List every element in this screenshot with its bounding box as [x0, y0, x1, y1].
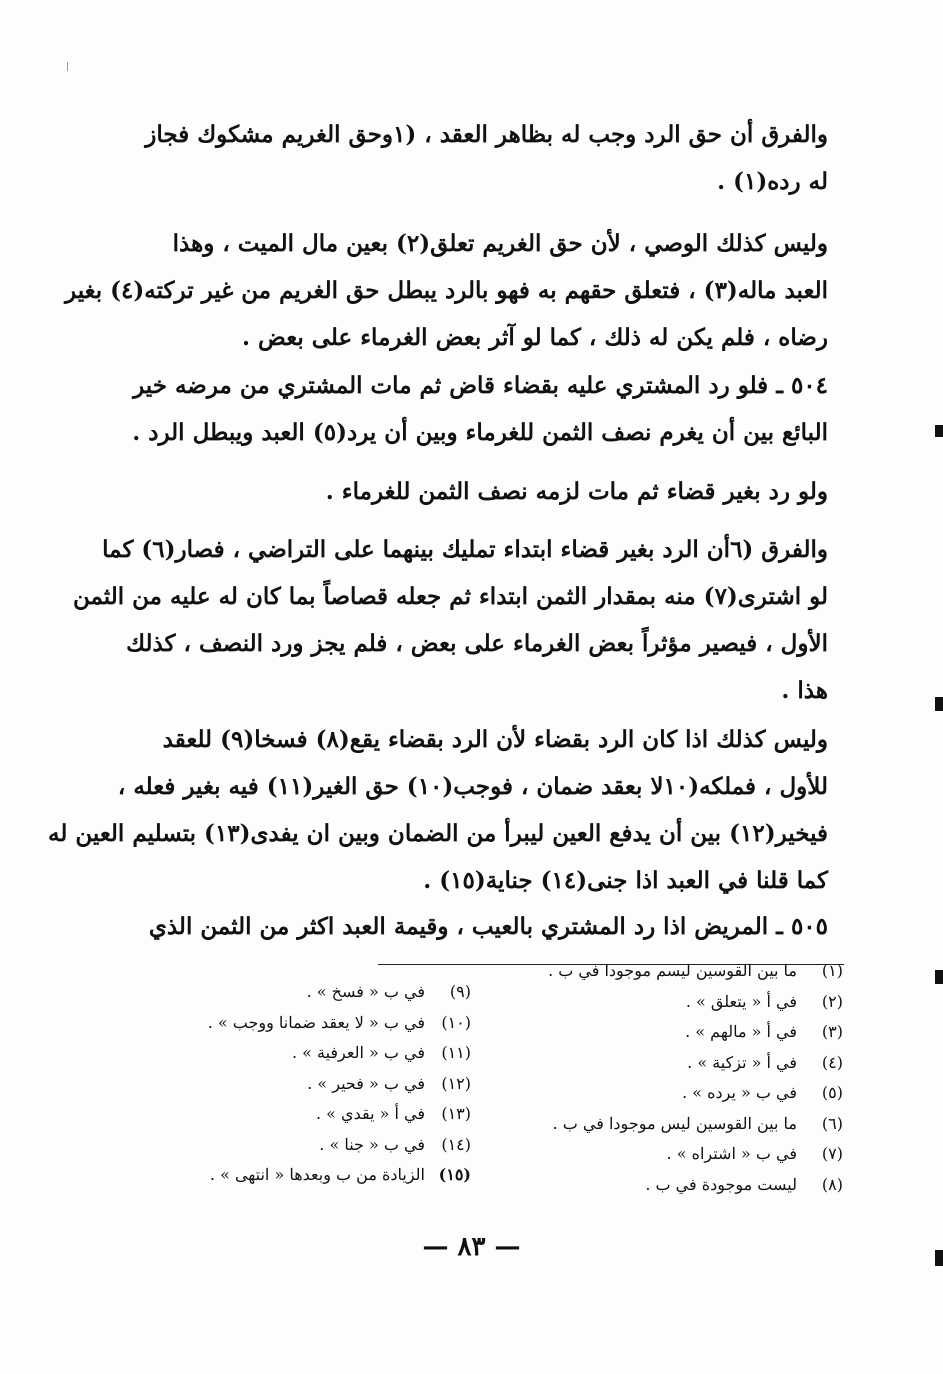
footnote-number: (١) — [821, 961, 843, 980]
edge-mark — [935, 970, 943, 984]
paragraph-1 — [138, 111, 828, 205]
paragraph-5 — [73, 526, 828, 714]
footnote-number: (١٠) — [441, 1012, 471, 1032]
text-line: له رده(١) . — [717, 168, 828, 195]
text-line: كما قلنا في العبد اذا جنى(١٤) جناية(١٥) . — [423, 867, 828, 894]
paragraph-4 — [138, 468, 828, 515]
footnote-number: (٣) — [821, 1022, 843, 1041]
footnote — [513, 1017, 843, 1048]
paragraph-6 — [48, 716, 828, 904]
text-line: ٥٠٤ ـ فلو رد المشتري عليه بقضاء قاض ثم مات المشتري من مرضه خير — [133, 372, 828, 399]
footnote-text: في ب « جنا » . — [319, 1134, 425, 1154]
footnote-number: (٤) — [821, 1052, 843, 1072]
footnote-number: (٨) — [821, 1174, 843, 1194]
edge-mark — [935, 425, 943, 437]
footnote-number: (١٢) — [441, 1073, 471, 1093]
footnote — [151, 1008, 471, 1039]
scan-tick — [67, 62, 68, 71]
text-line: الأول ، فيصير مؤثراً بعض الغرماء على بعض ، فلم يجز ورد النصف ، كذلك — [126, 630, 828, 657]
footnote — [513, 1139, 843, 1170]
footnote — [513, 1078, 843, 1109]
footnote-number: (٧) — [821, 1144, 843, 1163]
footnote — [513, 1170, 843, 1201]
footnote-text: في ب « يرده » . — [682, 1083, 797, 1102]
footnote — [513, 956, 843, 987]
footnote-number: (١٥) — [438, 1165, 471, 1184]
footnote — [151, 1160, 471, 1191]
footnote-number: (١٤) — [441, 1134, 471, 1154]
footnote-text: ما بين القوسين ليسم موجودا في ب . — [548, 961, 797, 980]
footnote-text: ما بين القوسين ليس موجودا في ب . — [552, 1113, 797, 1133]
text-line: والفرق أن حق الرد وجب له بظاهر العقد ، (١وحق الغريم مشكوك فجاز — [145, 121, 828, 148]
footnote-text: الزيادة من ب وبعدها « انتهى » . — [209, 1165, 425, 1184]
footnote-number: (٢) — [821, 991, 843, 1011]
footnote-text: ليست موجودة في ب . — [645, 1174, 797, 1194]
text-line: رضاه ، فلم يكن له ذلك ، كما لو آثر بعض الغرماء على بعض . — [242, 324, 828, 351]
text-line: فيخير(١٢) بين أن يدفع العين ليبرأ من الضمان وبين ان يفدى(١٣) بتسليم العين له — [48, 820, 828, 847]
footnote-number: (١١) — [441, 1043, 471, 1062]
footnote-number: (٦) — [821, 1113, 843, 1133]
text-line: ٥٠٥ ـ المريض اذا رد المشتري بالعيب ، وقيمة العبد اكثر من الثمن الذي — [148, 913, 828, 940]
footnote-text: في ب « لا يعقد ضمانا ووجب » . — [207, 1012, 425, 1032]
text-line: لو اشترى(٧) منه بمقدار الثمن ابتداء ثم جعله قصاصاً بما كان له عليه من الثمن — [73, 583, 828, 610]
footnote — [151, 1069, 471, 1100]
footnote-number: (١٣) — [441, 1104, 471, 1123]
edge-mark — [935, 697, 943, 711]
footnote — [151, 1130, 471, 1161]
footnote — [513, 987, 843, 1018]
footnote-text: في أ « مالهم » . — [685, 1022, 797, 1041]
paragraph-504 — [132, 362, 828, 456]
footnote-text: في ب « العرفية » . — [291, 1043, 425, 1062]
footnote-number: (٥) — [821, 1083, 843, 1102]
footnote-text: في ب « فحير » . — [307, 1073, 425, 1093]
footnote-text: في أ « يتعلق » . — [685, 991, 797, 1011]
text-line: وليس كذلك الوصي ، لأن حق الغريم تعلق(٢) بعين مال الميت ، وهذا — [172, 230, 828, 257]
text-line: ولو رد بغير قضاء ثم مات لزمه نصف الثمن للغرماء . — [325, 478, 828, 505]
footnote — [151, 977, 471, 1008]
page-number: — ٨٣ — — [422, 1232, 521, 1262]
text-line: وليس كذلك اذا كان الرد بقضاء لأن الرد بقضاء يقع(٨) فسخا(٩) للعقد — [162, 726, 828, 753]
footnote-text: في أ « يقدي » . — [316, 1104, 425, 1123]
footnotes-right-column — [513, 956, 843, 1200]
footnote-number: (٩) — [449, 982, 471, 1001]
footnote-text: في ب « فسخ » . — [306, 982, 425, 1001]
paragraph-2 — [65, 220, 828, 361]
text-line: للأول ، فملكه(١٠لا بعقد ضمان ، فوجب(١٠) حق الغير(١١) فيه بغير فعله ، — [117, 773, 828, 800]
footnote — [151, 1099, 471, 1130]
footnotes-left-column — [151, 977, 471, 1191]
paragraph-505 — [138, 903, 828, 950]
text-line: هذا . — [781, 677, 828, 704]
text-line: العبد ماله(٣) ، فتعلق حقهم به فهو بالرد يبطل حق الغريم من غير تركته(٤) بغير — [65, 277, 828, 304]
text-line: البائع بين أن يغرم نصف الثمن للغرماء وبين أن يرد(٥) العبد ويبطل الرد . — [132, 419, 828, 446]
edge-mark — [935, 1250, 943, 1266]
footnote — [513, 1109, 843, 1140]
footnote-text: في ب « اشتراه » . — [666, 1144, 797, 1163]
footnote — [513, 1048, 843, 1079]
footnote-text: في أ « تزكية » . — [687, 1052, 797, 1072]
footnote — [151, 1038, 471, 1069]
text-line: والفرق (٦أن الرد بغير قضاء ابتداء تمليك بينهما على التراضي ، فصار(٦) كما — [102, 536, 828, 563]
